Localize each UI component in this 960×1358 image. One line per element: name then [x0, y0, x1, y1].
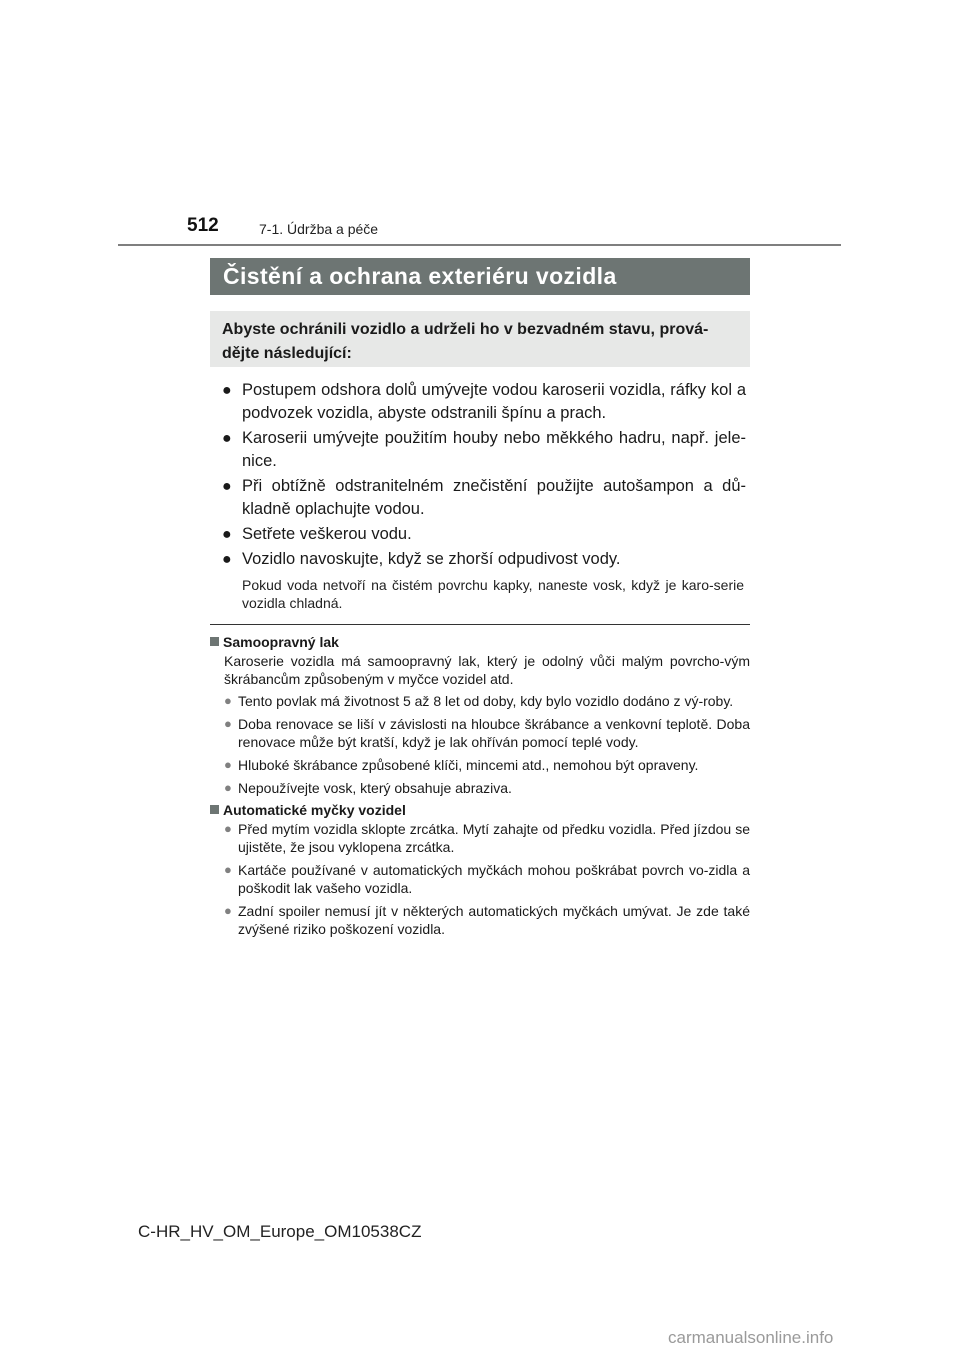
list-item-text: Doba renovace se liší v závislosti na hloubce škrábance a venkovní teplotě. Doba renovace může být kratší, když je lak ohříván pomocí teplé vody. — [238, 716, 750, 750]
step-item — [222, 523, 746, 546]
dot-icon: ● — [224, 757, 232, 772]
section-heading-text: Samoopravný lak — [223, 634, 339, 650]
step-text: Karoserii umývejte použitím houby nebo měkkého hadru, např. jele-nice. — [242, 429, 746, 470]
info-section — [210, 634, 750, 943]
bullet-icon: ● — [222, 526, 232, 543]
dot-icon: ● — [224, 693, 232, 708]
step-text: Vozidlo navoskujte, když se zhorší odpudivost vody. — [242, 550, 621, 568]
dot-icon: ● — [224, 780, 232, 795]
list-item — [210, 715, 750, 751]
header-rule — [118, 244, 841, 246]
list-item — [210, 692, 750, 710]
section-divider — [210, 624, 750, 625]
step-item — [222, 379, 746, 425]
watermark: carmanualsonline.info — [668, 1328, 834, 1347]
page-number: 512 — [187, 215, 219, 236]
section-heading — [210, 634, 750, 651]
title-bar — [210, 258, 750, 295]
dot-icon: ● — [224, 716, 232, 731]
section-label: 7-1. Údržba a péče — [259, 221, 379, 237]
section-list — [210, 692, 750, 797]
dot-icon: ● — [224, 903, 232, 918]
wax-note: Pokud voda netvoří na čistém povrchu kapky, naneste vosk, když je karo-serie vozidla chladná. — [242, 577, 744, 611]
list-item — [210, 861, 750, 897]
bullet-icon: ● — [222, 430, 232, 447]
section-list — [210, 820, 750, 938]
list-item-text: Před mytím vozidla sklopte zrcátka. Mytí zahajte od předku vozidla. Před jízdou se ujistěte, že jsou vyklopena zrcátka. — [238, 821, 750, 855]
section-paragraph: Karoserie vozidla má samoopravný lak, který je odolný vůči malým povrcho-vým škrábancům způsobeným v myčce vozidel atd. — [224, 653, 750, 687]
bullet-icon: ● — [222, 551, 232, 568]
step-item — [222, 475, 746, 521]
dot-icon: ● — [224, 821, 232, 836]
intro-box: Abyste ochránili vozidlo a udrželi ho v bezvadném stavu, prová-dějte následující: — [210, 311, 750, 367]
step-text: Postupem odshora dolů umývejte vodou karoserii vozidla, ráfky kol a podvozek vozidla, abyste odstranili špínu a prach. — [242, 381, 746, 422]
list-item-text: Tento povlak má životnost 5 až 8 let od doby, kdy bylo vozidlo dodáno z vý-roby. — [238, 693, 734, 709]
list-item — [210, 779, 750, 797]
step-item — [222, 427, 746, 473]
section-heading — [210, 802, 750, 819]
dot-icon: ● — [224, 862, 232, 877]
list-item — [210, 820, 750, 856]
step-text: Setřete veškerou vodu. — [242, 525, 412, 543]
step-item — [222, 548, 746, 571]
list-item-text: Hluboké škrábance způsobené klíči, mincemi atd., nemohou být opraveny. — [238, 757, 699, 773]
bullet-icon: ● — [222, 382, 232, 399]
list-item-text: Nepoužívejte vosk, který obsahuje abraziva. — [238, 780, 512, 796]
step-text: Při obtížně odstranitelném znečistění použijte autošampon a dů-kladně oplachujte vodou. — [242, 477, 746, 518]
page-title: Čistění a ochrana exteriéru vozidla — [223, 263, 617, 289]
list-item — [210, 756, 750, 774]
square-bullet-icon — [210, 805, 219, 814]
list-item-text: Zadní spoiler nemusí jít v některých automatických myčkách umývat. Je zde také zvýšené riziko poškození vozidla. — [238, 903, 750, 937]
section-heading-text: Automatické myčky vozidel — [223, 802, 406, 818]
list-item — [210, 902, 750, 938]
list-item-text: Kartáče používané v automatických myčkách mohou poškrábat povrch vo-zidla a poškodit lak vašeho vozidla. — [238, 862, 750, 896]
footer-code: C-HR_HV_OM_Europe_OM10538CZ — [138, 1222, 422, 1241]
square-bullet-icon — [210, 637, 219, 646]
bullet-icon: ● — [222, 478, 232, 495]
steps-list — [222, 379, 746, 573]
